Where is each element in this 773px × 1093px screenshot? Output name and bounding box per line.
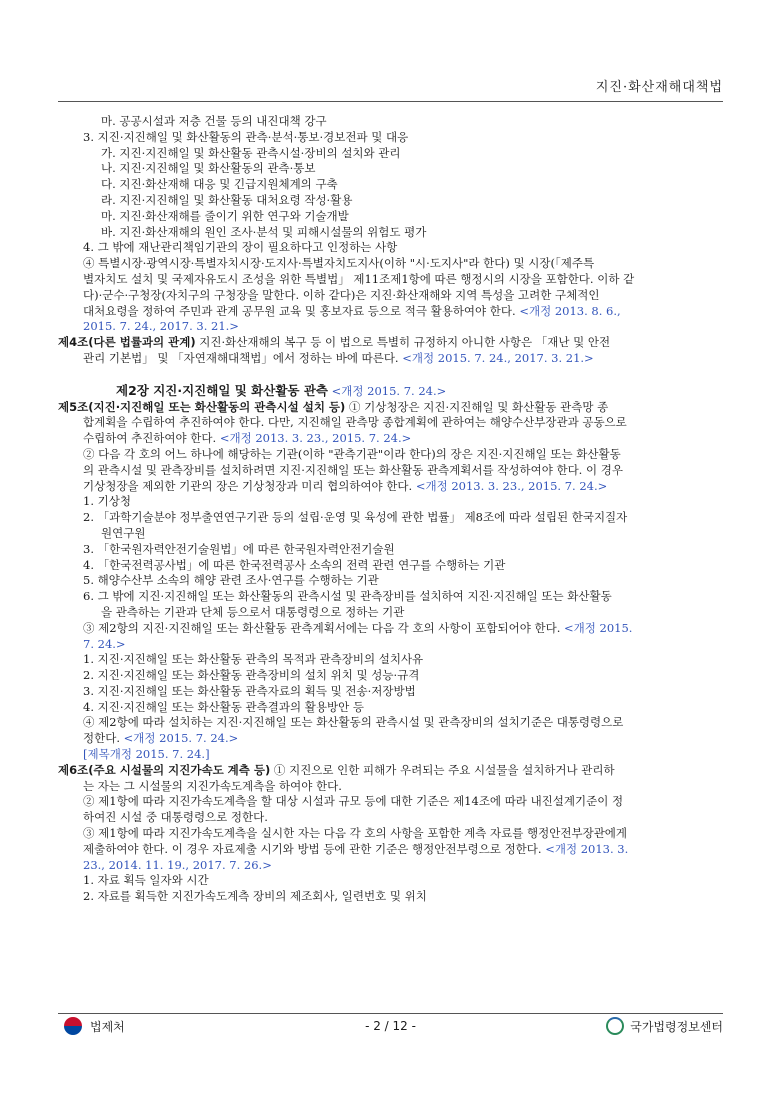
text-line <box>58 668 722 684</box>
law-center-logo-icon <box>606 1017 624 1035</box>
line-text: ① 지진으로 인한 피해가 우려되는 주요 시설물을 설치하거나 관리하 <box>270 762 615 777</box>
text-line <box>58 304 722 320</box>
line-text: 원연구원 <box>101 525 146 540</box>
line-text: 하여진 시설 중 대통령령으로 정한다. <box>83 810 268 825</box>
line-text: 수립하여 추진하여야 한다. <box>83 431 217 446</box>
line-text: 제출하여야 한다. 이 경우 자료제출 시기와 방법 등에 관한 기준은 행정안전부령으로 정한다. <box>83 841 542 856</box>
text-line <box>58 810 722 826</box>
law-text-body <box>58 114 722 905</box>
amendment-note: <개정 2015. 7. 24.> <box>327 383 447 398</box>
chapter-heading <box>58 383 722 400</box>
text-line <box>58 684 722 700</box>
amendment-note: <개정 2015. 7. 24., 2017. 3. 21.> <box>398 350 594 365</box>
page-footer <box>58 1017 723 1039</box>
text-line <box>58 747 722 763</box>
text-line <box>58 447 722 463</box>
footer-ministry-label: 법제처 <box>90 1019 125 1034</box>
line-text: 4. 그 밖에 재난관리책임기관의 장이 필요하다고 인정하는 사항 <box>83 240 398 255</box>
line-text: 기상청장을 제외한 기관의 장은 기상청장과 미리 협의하여야 한다. <box>83 478 413 493</box>
line-text: 2. 「과학기술분야 정부출연연구기관 등의 설립·운영 및 육성에 관한 법률」 제8조에 따라 설립된 한국지질자 <box>83 510 628 525</box>
text-line <box>58 193 722 209</box>
line-text: 3. 지진·지진해일 또는 화산활동 관측자료의 획득 및 전송·저장방법 <box>83 683 416 698</box>
line-text: 마. 공공시설과 저층 건물 등의 내진대책 강구 <box>101 114 327 128</box>
text-line <box>58 240 722 256</box>
line-text: 1. 기상청 <box>83 494 131 509</box>
amendment-note: [제목개정 2015. 7. 24.] <box>83 747 210 762</box>
line-text: ① 기상청장은 지진·지진해일 및 화산활동 관측망 종 <box>345 399 609 414</box>
text-line <box>58 209 722 225</box>
line-text: ② 제1항에 따라 지진가속도계측을 할 대상 시설과 규모 등에 대한 기준은 제14조에 따라 내진설계기준이 정 <box>83 794 624 809</box>
text-line <box>58 589 722 605</box>
line-text: 4. 「한국전력공사법」에 따른 한국전력공사 소속의 전력 관련 연구를 수행하는 기관 <box>83 557 506 572</box>
line-text: 가. 지진·지진해일 및 화산활동 관측시설·장비의 설치와 관리 <box>101 145 401 160</box>
text-line <box>58 779 722 795</box>
line-text: 2. 자료를 획득한 지진가속도계측 장비의 제조회사, 일련번호 및 위치 <box>83 889 427 904</box>
line-text: ④ 제2항에 따라 설치하는 지진·지진해일 또는 화산활동의 관측시설 및 관측장비의 설치기준은 대통령령으로 <box>83 715 624 730</box>
line-text: 마. 지진·화산재해를 줄이기 위한 연구와 기술개발 <box>101 208 349 223</box>
text-line <box>58 558 722 574</box>
text-line <box>58 763 722 779</box>
line-text: 대처요령을 정하여 주민과 관계 공무원 교육 및 홍보자료 등으로 적극 활용하여야 한다. <box>83 303 516 318</box>
text-line <box>58 526 722 542</box>
line-text: 1. 지진·지진해일 또는 화산활동 관측의 목적과 관측장비의 설치사유 <box>83 652 424 667</box>
text-line <box>58 479 722 495</box>
text-line <box>58 319 722 335</box>
line-text: 5. 해양수산부 소속의 해양 관련 조사·연구를 수행하는 기관 <box>83 573 379 588</box>
line-text: 별자치도 설치 및 국제자유도시 조성을 위한 특별법」 제11조제1항에 따른 행정시의 시장을 포함한다. 이하 같 <box>83 271 635 286</box>
text-line <box>58 225 722 241</box>
chapter-title: 제2장 지진·지진해일 및 화산활동 관측 <box>116 382 328 398</box>
article-title: 제6조(주요 시설물의 지진가속도 계측 등) <box>58 762 271 777</box>
line-text: 의 관측시설 및 관측장비를 설치하려면 지진·지진해일 또는 화산활동 관측계획서를 작성하여야 한다. 이 경우 <box>83 462 623 477</box>
amendment-note: <개정 2013. 3. 23., 2015. 7. 24.> <box>412 478 608 493</box>
text-line <box>58 652 722 668</box>
line-text: ③ 제2항의 지진·지진해일 또는 화산활동 관측계획서에는 다음 각 호의 사항이 포함되어야 한다. <box>83 620 561 635</box>
line-text: ② 다음 각 호의 어느 하나에 해당하는 기관(이하 "관측기관"이라 한다)의 장은 지진·지진해일 또는 화산활동 <box>83 446 621 461</box>
text-line <box>58 700 722 716</box>
text-line <box>58 351 722 367</box>
text-line <box>58 146 722 162</box>
text-line <box>58 573 722 589</box>
text-line <box>58 335 722 351</box>
article-title: 제5조(지진·지진해일 또는 화산활동의 관측시설 설치 등) <box>58 399 346 414</box>
line-text: 는 자는 그 시설물의 지진가속도계측을 하여야 한다. <box>83 778 342 793</box>
line-text: 합계획을 수립하여 추진하여야 한다. 다만, 지진해일 관측망 종합계획에 관하여는 해양수산부장관과 공동으로 <box>83 415 627 430</box>
amendment-note: <개정 2013. 3. <box>541 841 629 856</box>
text-line <box>58 494 722 510</box>
text-line <box>58 889 722 905</box>
article-title: 제4조(다른 법률과의 관계) <box>58 335 196 350</box>
text-line <box>58 873 722 889</box>
line-text: 을 관측하는 기관과 단체 등으로서 대통령령으로 정하는 기관 <box>101 604 405 619</box>
line-text: 1. 자료 획득 일자와 시간 <box>83 873 209 888</box>
line-text: 2. 지진·지진해일 또는 화산활동 관측장비의 설치 위치 및 성능·규격 <box>83 668 420 683</box>
text-line <box>58 130 722 146</box>
document-header-title: 지진·화산재해대책법 <box>595 80 723 95</box>
text-line <box>58 161 722 177</box>
line-text: 3. 지진·지진해일 및 화산활동의 관측·분석·통보·경보전파 및 대응 <box>83 129 409 144</box>
amendment-note: 2015. 7. 24., 2017. 3. 21.> <box>83 319 239 334</box>
line-text: 4. 지진·지진해일 또는 화산활동 관측결과의 활용방안 등 <box>83 699 364 714</box>
header-divider <box>58 101 723 102</box>
line-text: 다)·군수·구청장(자치구의 구청장을 말한다. 이하 같다)은 지진·화산재해와 지역 특성을 고려한 구체적인 <box>83 287 600 302</box>
line-text: 관리 기본법」 및 「자연재해대책법」에서 정하는 바에 따른다. <box>83 350 399 365</box>
line-text: 라. 지진·지진해일 및 화산활동 대처요령 작성·활용 <box>101 192 353 207</box>
text-line <box>58 842 722 858</box>
amendment-note: 23., 2014. 11. 19., 2017. 7. 26.> <box>83 857 272 872</box>
amendment-note: 7. 24.> <box>83 636 126 651</box>
line-text: 나. 지진·지진해일 및 화산활동의 관측·통보 <box>101 161 316 176</box>
text-line <box>58 621 722 637</box>
footer-center-label: 국가법령정보센터 <box>630 1019 723 1034</box>
line-text: 6. 그 밖에 지진·지진해일 또는 화산활동의 관측시설 및 관측장비를 설치하여 지진·지진해일 또는 화산활동 <box>83 589 612 604</box>
page-number: - 2 / 12 - <box>365 1019 416 1033</box>
text-line <box>58 510 722 526</box>
text-line <box>58 431 722 447</box>
amendment-note: <개정 2015. 7. 24.> <box>119 731 239 746</box>
text-line <box>58 463 722 479</box>
line-text: 정한다. <box>83 731 120 746</box>
text-line <box>58 272 722 288</box>
text-line <box>58 731 722 747</box>
line-text: ④ 특별시장·광역시장·특별자치시장·도지사·특별자치도지사(이하 "시·도지사"라 한다) 및 시장(「제주특 <box>83 256 595 271</box>
text-line <box>58 605 722 621</box>
line-text: 다. 지진·화산재해 대응 및 긴급지원체계의 구축 <box>101 177 338 192</box>
line-text: 3. 「한국원자력안전기술원법」에 따른 한국원자력안전기술원 <box>83 541 395 556</box>
text-line <box>58 794 722 810</box>
text-line <box>58 542 722 558</box>
text-line <box>58 400 722 416</box>
amendment-note: <개정 2013. 3. 23., 2015. 7. 24.> <box>216 431 412 446</box>
text-line <box>58 637 722 653</box>
line-text: 바. 지진·화산재해의 원인 조사·분석 및 피해시설물의 위험도 평가 <box>101 224 427 239</box>
line-text: ③ 제1항에 따라 지진가속도계측을 실시한 자는 다음 각 호의 사항을 포함한 계측 자료를 행정안전부장관에게 <box>83 826 628 841</box>
footer-divider <box>58 1013 723 1014</box>
amendment-note: <개정 2015. <box>560 620 633 635</box>
text-line <box>58 415 722 431</box>
text-line <box>58 256 722 272</box>
text-line <box>58 858 722 874</box>
text-line <box>58 715 722 731</box>
line-text: 지진·화산재해의 복구 등 이 법으로 특별히 규정하지 아니한 사항은 「재난 및 안전 <box>195 335 611 350</box>
text-line <box>58 826 722 842</box>
amendment-note: <개정 2013. 8. 6., <box>515 303 621 318</box>
text-line <box>58 114 722 130</box>
text-line <box>58 367 722 383</box>
text-line <box>58 177 722 193</box>
text-line <box>58 288 722 304</box>
